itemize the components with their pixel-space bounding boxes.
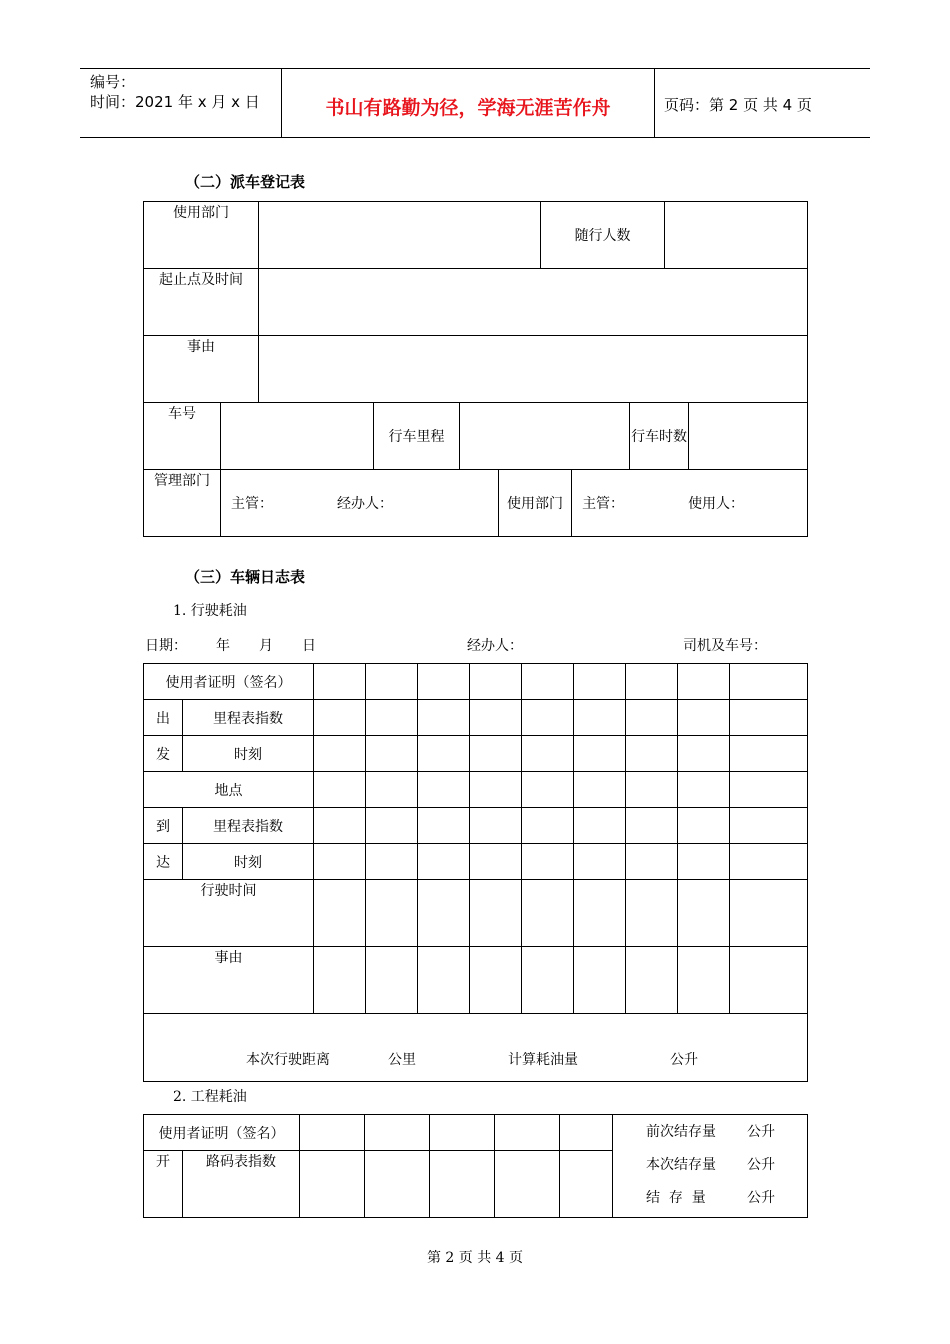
car-no-value (221, 403, 374, 470)
section3-title: （三）车辆日志表 (185, 568, 306, 586)
curr-stock-unit: 公升 (747, 1157, 775, 1173)
log-handler-label: 经办人： (467, 638, 523, 654)
companions-value (665, 202, 808, 269)
section2-title: （二）派车登记表 (185, 173, 306, 191)
curr-stock-label: 本次结存量 (646, 1157, 716, 1173)
car-no-label: 车号 (144, 403, 221, 470)
date-label: 日期： (145, 638, 187, 654)
prev-stock-label: 前次结存量 (646, 1124, 716, 1140)
supervisor-label: 主管： (231, 496, 273, 512)
year-label: 年 (216, 638, 230, 654)
mgmt-dept-label: 管理部门 (144, 470, 221, 537)
arrive-time-label: 时刻 (183, 844, 314, 880)
page-header (80, 68, 870, 138)
user-label: 使用人： (688, 496, 745, 512)
fuel-calc-label: 计算耗油量 (508, 1052, 578, 1068)
prev-stock-unit: 公升 (747, 1124, 775, 1140)
t2-user-cert-label: 使用者证明（签名） (144, 1115, 300, 1151)
hours-label: 行车时数 (630, 403, 689, 470)
dispatch-register-table (143, 201, 808, 537)
arrive-label-a: 到 (144, 808, 183, 844)
mileage-label: 行车里程 (374, 403, 460, 470)
depart-time-label: 时刻 (183, 736, 314, 772)
handler-label: 经办人： (337, 496, 393, 512)
page-label: 页码：第 2 页 共 4 页 (664, 96, 812, 114)
engineering-fuel-table (143, 1114, 808, 1218)
user-cert-label: 使用者证明（签名） (144, 664, 314, 700)
footer-page: 第 2 页 共 4 页 (426, 1250, 524, 1266)
depart-label-b: 发 (144, 736, 183, 772)
motto: 书山有路勤为径，学海无涯苦作舟 (325, 97, 611, 119)
header-motto-cell (281, 69, 655, 137)
dept-value (259, 202, 541, 269)
stock-unit: 公升 (747, 1190, 775, 1206)
hours-value (689, 403, 808, 470)
route-value (259, 269, 808, 336)
open-label: 开 (144, 1151, 183, 1218)
mileage-value (460, 403, 630, 470)
number-label: 编号： (90, 73, 136, 91)
time-label: 时间：2021 年 x 月 x 日 (90, 93, 260, 111)
liter-unit: 公升 (670, 1052, 698, 1068)
distance-label: 本次行驶距离 (246, 1052, 330, 1068)
mgmt-signatures (221, 470, 499, 537)
use-dept-label: 使用部门 (499, 470, 572, 537)
reason-value (259, 336, 808, 403)
day-label: 日 (302, 638, 316, 654)
companions-label: 随行人数 (541, 202, 665, 269)
depart-odometer-label: 里程表指数 (183, 700, 314, 736)
supervisor2-label: 主管： (582, 496, 625, 512)
arrive-label-b: 达 (144, 844, 183, 880)
route-label: 起止点及时间 (144, 269, 259, 336)
duration-label: 行驶时间 (144, 880, 314, 947)
driver-label: 司机及车号： (683, 638, 767, 654)
dept-label: 使用部门 (144, 202, 259, 269)
place-label: 地点 (144, 772, 314, 808)
sub1-title: 1. 行驶耗油 (173, 603, 247, 619)
reason-label: 事由 (144, 336, 259, 403)
header-meta (80, 69, 280, 137)
use-signatures (572, 470, 808, 537)
stock-panel (613, 1115, 808, 1218)
log-reason-label: 事由 (144, 947, 314, 1014)
road-meter-label: 路码表指数 (183, 1151, 300, 1218)
header-page-cell (654, 69, 870, 137)
km-unit: 公里 (388, 1052, 416, 1068)
sub2-title: 2. 工程耗油 (173, 1089, 247, 1105)
distance-summary (144, 1014, 808, 1082)
stock-label: 结 存 量 (646, 1190, 706, 1206)
month-label: 月 (259, 638, 273, 654)
arrive-odometer-label: 里程表指数 (183, 808, 314, 844)
fuel-log-table (143, 663, 808, 1082)
depart-label-a: 出 (144, 700, 183, 736)
